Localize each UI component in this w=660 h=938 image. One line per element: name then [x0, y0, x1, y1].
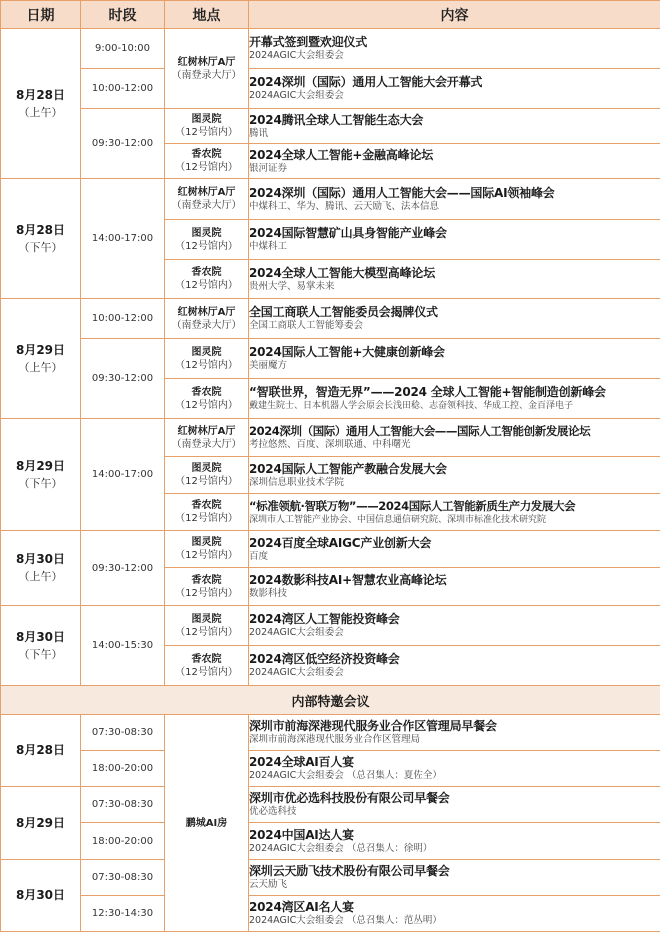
content-cell — [249, 260, 660, 299]
date-day: 8月28日 — [15, 743, 66, 757]
table-row — [1, 715, 660, 751]
venue-sub: （12号馆内） — [175, 476, 238, 487]
venue-cell — [165, 29, 249, 109]
event-title: 深圳云天励飞技术股份有限公司早餐会 — [249, 864, 450, 878]
date-half: （下午） — [18, 647, 63, 661]
content-cell — [249, 751, 660, 787]
venue-sub: （12号馆内） — [175, 399, 238, 411]
content-cell — [249, 144, 660, 179]
time-cell: 09:30-12:00 — [81, 109, 165, 179]
table-row — [1, 787, 660, 823]
event-title: 2024百度全球AIGC产业创新大会 — [249, 535, 432, 550]
venue-name: 图灵院 — [191, 537, 222, 548]
content-cell — [249, 715, 660, 751]
header-row — [1, 1, 660, 29]
event-title: 2024国际人工智能产教融合发展大会 — [249, 461, 447, 476]
content-cell — [249, 299, 660, 339]
time-cell: 12:30-14:30 — [81, 896, 165, 932]
event-title: 2024中国AI达人宴 — [249, 827, 354, 842]
venue-name: 红树林厅A厅 — [177, 306, 236, 318]
venue-name: 图灵院 — [191, 346, 222, 358]
date-day: 8月30日 — [15, 629, 66, 644]
table-row — [1, 69, 660, 109]
content-cell — [249, 531, 660, 568]
event-title: 2024全球AI百人宴 — [249, 755, 354, 769]
table-row — [1, 823, 660, 860]
content-cell — [249, 339, 660, 379]
event-organizer: 戴建生院士、日本机器人学会原会长浅田稔、志奋领科技、华成工控、金百泽电子 — [249, 401, 574, 411]
content-cell — [249, 379, 660, 419]
event-organizer: 深圳信息职业技术学院 — [249, 476, 345, 488]
date-cell — [1, 299, 81, 419]
event-organizer: 数影科技 — [249, 588, 288, 599]
venue-cell — [165, 419, 249, 457]
date-cell — [1, 715, 81, 787]
event-organizer: 全国工商联人工智能筹委会 — [249, 320, 364, 331]
venue-sub: （12号馆内） — [175, 513, 238, 524]
event-organizer: 2024AGIC大会组委会 （总召集人：范丛明） — [249, 915, 442, 926]
time-cell: 10:00-12:00 — [81, 69, 165, 109]
date-day: 8月28日 — [15, 87, 66, 102]
content-cell — [249, 860, 660, 896]
venue-cell — [165, 260, 249, 299]
event-organizer: 云天励飞 — [249, 879, 288, 890]
venue-name: 图灵院 — [191, 463, 222, 474]
venue-name: 红树林厅A厅 — [177, 187, 236, 198]
event-title: “智联世界，智造无界”——2024 全球人工智能+智能制造创新峰会 — [249, 385, 606, 399]
event-organizer: 深圳市前海深港现代服务业合作区管理局 — [249, 734, 421, 745]
header-venue: 地点 — [165, 1, 249, 29]
venue-sub: （12号馆内） — [175, 240, 238, 252]
date-cell — [1, 419, 81, 531]
event-organizer: 中煤科工、华为、腾讯、云天励飞、法本信息 — [249, 200, 440, 212]
content-cell — [249, 787, 660, 823]
event-organizer: 2024AGIC大会组委会 — [249, 50, 344, 61]
venue-sub: （12号馆内） — [175, 280, 238, 291]
venue-name: 香农院 — [191, 267, 222, 278]
time-cell: 09:30-12:00 — [81, 531, 165, 606]
venue-name: 香农院 — [191, 386, 222, 398]
venue-cell — [165, 220, 249, 260]
venue-name: 图灵院 — [191, 613, 222, 625]
venue-cell — [165, 144, 249, 179]
venue-sub: （12号馆内） — [175, 587, 238, 599]
date-day: 8月29日 — [15, 458, 66, 473]
venue-sub: （12号馆内） — [175, 127, 238, 138]
venue-cell — [165, 494, 249, 531]
venue-name: 红树林厅A厅 — [177, 56, 236, 68]
time-cell: 07:30-08:30 — [81, 715, 165, 751]
content-cell — [249, 494, 660, 531]
venue-cell — [165, 568, 249, 606]
table-row — [1, 109, 660, 144]
time-cell: 14:00-17:00 — [81, 179, 165, 299]
event-organizer: 腾讯 — [249, 127, 269, 139]
content-cell — [249, 823, 660, 860]
venue-name: 红树林厅A厅 — [177, 425, 236, 437]
event-organizer: 百度 — [249, 550, 269, 562]
table-row — [1, 896, 660, 932]
date-half: （上午） — [18, 360, 63, 374]
venue-cell — [165, 531, 249, 568]
event-organizer: 2024AGIC大会组委会 — [249, 627, 344, 638]
date-cell — [1, 606, 81, 686]
venue-sub: （12号馆内） — [175, 162, 238, 173]
venue-cell — [165, 715, 249, 932]
date-half: （下午） — [18, 476, 63, 490]
content-cell — [249, 646, 660, 686]
event-organizer: 优必选科技 — [249, 806, 297, 817]
event-organizer: 银河证券 — [249, 162, 288, 174]
event-title: 开幕式签到暨欢迎仪式 — [249, 35, 368, 49]
date-cell — [1, 179, 81, 299]
time-cell: 18:00-20:00 — [81, 751, 165, 787]
venue-sub: （南登录大厅） — [171, 200, 242, 211]
venue-cell — [165, 379, 249, 419]
table-row — [1, 299, 660, 339]
venue-name: 图灵院 — [191, 114, 222, 125]
table-row — [1, 419, 660, 457]
time-cell: 14:00-15:30 — [81, 606, 165, 686]
content-cell — [249, 568, 660, 606]
event-organizer: 中煤科工 — [249, 241, 288, 252]
date-half: （下午） — [18, 240, 63, 254]
venue-cell — [165, 299, 249, 339]
table-row — [1, 339, 660, 379]
table-row — [1, 751, 660, 787]
content-cell — [249, 606, 660, 646]
venue-sub: （南登录大厅） — [171, 438, 242, 450]
event-title: 深圳市优必选科技股份有限公司早餐会 — [249, 791, 450, 805]
event-title: 2024全球人工智能+金融高峰论坛 — [249, 147, 434, 162]
content-cell — [249, 220, 660, 260]
venue-cell — [165, 339, 249, 379]
venue-cell — [165, 179, 249, 220]
section-title: 内部特邀会议 — [1, 686, 660, 715]
venue-cell — [165, 646, 249, 686]
date-day: 8月29日 — [15, 815, 66, 830]
time-cell: 09:30-12:00 — [81, 339, 165, 419]
content-cell — [249, 109, 660, 144]
date-cell — [1, 531, 81, 606]
event-title: 深圳市前海深港现代服务业合作区管理局早餐会 — [249, 719, 497, 733]
event-organizer: 2024AGIC大会组委会 — [249, 90, 344, 101]
event-organizer: 考拉悠然、百度、深圳联通、中科曙光 — [249, 439, 411, 450]
venue-name: 香农院 — [191, 500, 222, 511]
date-day: 8月28日 — [15, 222, 66, 237]
venue-sub: （12号馆内） — [175, 550, 238, 561]
date-day: 8月30日 — [15, 552, 66, 566]
venue-sub: （12号馆内） — [175, 359, 238, 371]
venue-name: 香农院 — [191, 653, 222, 665]
header-time: 时段 — [81, 1, 165, 29]
event-organizer: 2024AGIC大会组委会 （总召集人：夏佐全） — [249, 770, 442, 781]
date-cell — [1, 787, 81, 860]
event-organizer: 贵州大学、易掌未来 — [249, 280, 335, 292]
venue-name: 图灵院 — [191, 227, 222, 239]
time-cell: 14:00-17:00 — [81, 419, 165, 531]
event-title: 2024湾区低空经济投资峰会 — [249, 652, 400, 666]
time-cell: 07:30-08:30 — [81, 787, 165, 823]
event-title: 2024数影科技AI+智慧农业高峰论坛 — [249, 573, 447, 587]
venue-cell — [165, 457, 249, 494]
header-content: 内容 — [249, 1, 660, 29]
venue-name: 香农院 — [191, 149, 222, 160]
section-row — [1, 686, 660, 715]
time-cell: 10:00-12:00 — [81, 299, 165, 339]
venue-sub: （12号馆内） — [175, 626, 238, 638]
venue-sub: （12号馆内） — [175, 666, 238, 678]
event-title: 2024深圳（国际）通用人工智能大会开幕式 — [249, 75, 483, 89]
table-row — [1, 29, 660, 69]
header-date: 日期 — [1, 1, 81, 29]
venue-sub: （南登录大厅） — [171, 319, 242, 331]
event-title: 2024深圳（国际）通用人工智能大会——国际AI领袖峰会 — [249, 185, 555, 200]
event-organizer: 深圳市人工智能产业协会、中国信息通信研究院、深圳市标准化技术研究院 — [249, 514, 547, 525]
table-row — [1, 606, 660, 646]
date-half: （上午） — [18, 105, 63, 119]
event-title: “标准领航·智联万物”——2024国际人工智能新质生产力发展大会 — [249, 498, 576, 513]
table-row — [1, 860, 660, 896]
venue-sub: （南登录大厅） — [171, 69, 242, 81]
event-title: 2024腾讯全球人工智能生态大会 — [249, 112, 424, 127]
date-half: （上午） — [18, 570, 63, 583]
date-cell — [1, 29, 81, 179]
venue-name: 香农院 — [191, 574, 222, 586]
time-cell: 18:00-20:00 — [81, 823, 165, 860]
content-cell — [249, 457, 660, 494]
content-cell — [249, 896, 660, 932]
event-title: 全国工商联人工智能委员会揭牌仪式 — [249, 305, 438, 319]
content-cell — [249, 179, 660, 220]
event-title: 2024国际智慧矿山具身智能产业峰会 — [249, 226, 447, 240]
time-cell: 9:00-10:00 — [81, 29, 165, 69]
event-title: 2024湾区AI名人宴 — [249, 900, 354, 914]
venue-cell — [165, 606, 249, 646]
event-title: 2024国际人工智能+大健康创新峰会 — [249, 345, 445, 359]
event-title: 2024全球人工智能大模型高峰论坛 — [249, 265, 435, 280]
table-row — [1, 531, 660, 568]
date-cell — [1, 860, 81, 932]
venue-name: 鹏城AI房 — [185, 817, 228, 829]
event-title: 2024湾区人工智能投资峰会 — [249, 612, 400, 626]
time-cell: 07:30-08:30 — [81, 860, 165, 896]
content-cell — [249, 419, 660, 457]
content-cell — [249, 29, 660, 69]
date-day: 8月30日 — [15, 888, 66, 902]
table-row — [1, 179, 660, 220]
event-title: 2024深圳（国际）通用人工智能大会——国际人工智能创新发展论坛 — [249, 424, 591, 438]
date-day: 8月29日 — [15, 342, 66, 357]
event-organizer: 美丽魔方 — [249, 360, 288, 371]
event-organizer: 2024AGIC大会组委会 （总召集人：徐明） — [249, 842, 433, 854]
content-cell — [249, 69, 660, 109]
venue-cell — [165, 109, 249, 144]
event-organizer: 2024AGIC大会组委会 — [249, 667, 344, 678]
